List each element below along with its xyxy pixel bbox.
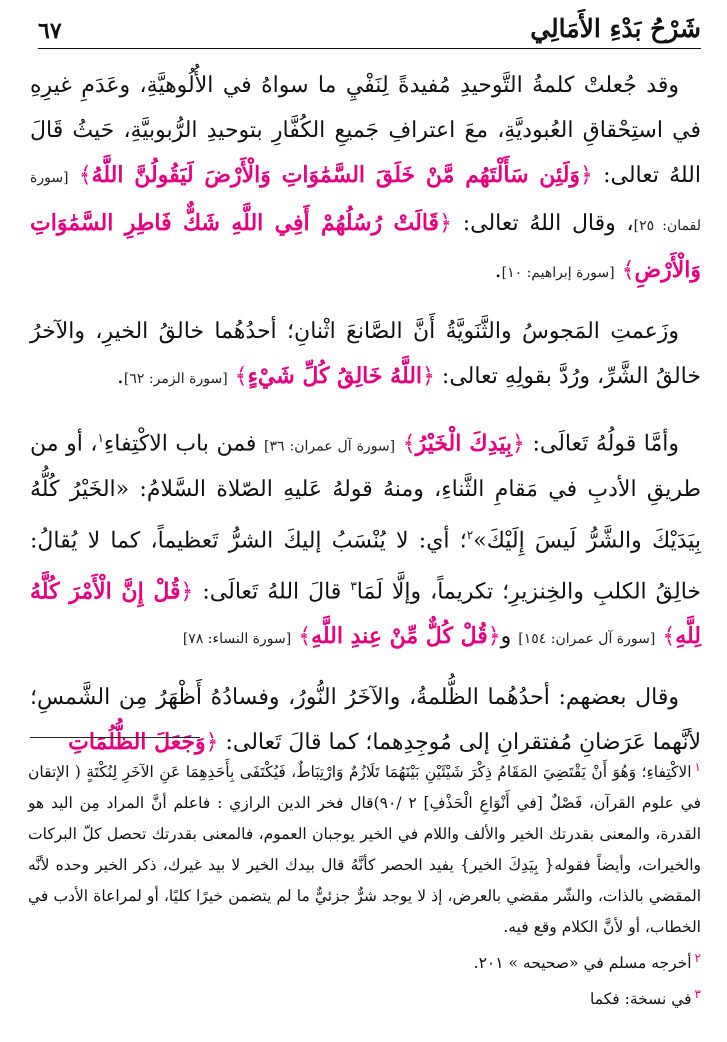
quran-verse: قُلْ إِنَّ الْأَمْرَ كُلَّهُ لِلَّهِ [30,577,701,650]
footnote-number: ١ [694,760,701,774]
text: قالَ اللهُ تَعالَى: [193,578,351,604]
text: ؛ أي: لا يُنْسَبُ إليكَ الشرُّ تَعظيماً، كما لا يُقالُ: خالِقُ الكلبِ والخِنزيرِ؛ تكريماً، وإلَّا لَمَا [30,528,701,604]
verse-reference: [سورة الزمر: ٦٢] [123,371,228,387]
text: . [116,364,124,389]
text: . [494,258,502,283]
quran-bracket-close: ﴾ [234,364,248,389]
text: وقد جُعلتْ كلمةُ التَّوحيدِ مُفيدةً لِنَفْيِ ما سواهُ في الأُلُوهيَّةِ، وعَدَمِ غيرِهِ في استِحْقاقِ العُبوديَّةِ، معَ اعترافِ جَميعِ الكُفَّارِ بتوحيدِ الرُّبوبيَّةِ، حَيثُ قَالَ اللهُ تعالى: [30,73,701,188]
verse-reference: [سورة آل عمران: ١٥٤] [518,631,656,648]
text: وأمَّا قولُهُ تَعالَى: [524,430,680,456]
text: ، أو من طريقِ الأدبِ في مَقامِ الثَّناءِ، ومنهُ قولهُ عَليهِ الصّلاة السَّلامُ: «الخَيْرُ كُلُّهُ بِيَدَيْكَ والشَّرُّ لَيسَ إِلَيْكَ» [30,430,701,554]
footnote-text: الاكْتِفاءِ؛ وَهُوَ أَنْ يَقْتَضِيَ المَقَامُ ذِكْرَ شَيْئَيْنِ بَيْنَهُمَا تَلَازُمٌ وَارْتِبَاطٌ، فَيُكْتَفَى بِأَحَدِهِمَا عَنِ الآخَرِ لِنُكْتَةٍ ( الإتقان في علوم القرآن، فَصْلٌ [في أَنْوَاعِ الْحَذْفِ] ٢ /٩٠)قال فخر الدين الرازي : فاعلم أنَّ المراد مِن اليد هو القدرة، والمعنى بقدرتك الخير والألف واللام في الخير يوجبان العموم، فالمعنى بقدرتك تحصل كلّ البركات والخيرات، وأيضاً فقوله{ بِيَدِكَ الخير} يفيد الحصر كأنَّهُ قال بيدك الخير لا بيد غيرك، ذكر الخير وحده لأنَّه المقضي بالذات، والشّر مقضي بالعرض، إذ لا يوجد شرٌّ جزئيٌّ ما لم يتضمن خيرًا كليًا، أو لمراعاة الأدب في الخطاب، أو لأنَّ الكلام وقع فيه. [28,763,702,937]
paragraph-3 [30,416,701,662]
book-title: شَرْحُ بَدْءِ الأَمَالِي [530,14,701,43]
quran-bracket-close: ﴾ [78,163,92,188]
footnote-number: ٢ [694,951,701,966]
quran-bracket-close: ﴾ [662,624,676,650]
verse-reference: [سورة لقمان: ٢٥] [30,170,702,234]
footnote-1 [28,752,701,943]
footnotes [28,752,701,1015]
verse-reference: [سورة إبراهيم: ١٠] [501,265,615,281]
running-header [38,12,701,49]
footnote-marker[interactable]: ٣ [350,578,357,593]
text: وزَعمتِ المَجوسُ والثَّنَويَّةُ أَنَّ الصَّانعَ اثْنانِ؛ أحدُهُما خالقُ الخيرِ، والآخرُ خالقُ الشَّرِّ، ورُدَّ بقولِهِ تعالى: [30,318,701,389]
footnote-marker[interactable]: ٢ [466,527,474,542]
quran-verse: وَلَئِن سَأَلْتَهُم مَّنْ خَلَقَ السَّمَٰوَاتِ وَالْأَرْضَ لَيَقُولُنَّ اللَّهُ [91,162,581,188]
quran-verse: بِيَدِكَ الْخَيْرُ [415,429,513,456]
quran-bracket-close: ﴾ [298,624,312,650]
main-text [30,64,701,780]
verse-reference: [سورة آل عمران: ٣٦] [263,437,396,454]
footnote-text: أخرجه مسلم في «صحيحه » ٢٠١. [473,954,692,973]
quran-verse: قُلْ كُلٌّ مِّنْ عِندِ اللَّهِ [311,623,488,650]
paragraph-2 [30,310,701,402]
footnote-3 [28,979,701,1015]
quran-bracket-open: ﴿ [180,578,194,604]
quran-bracket-open: ﴿ [439,210,452,236]
paragraph-1 [30,64,701,296]
page-number: ٦٧ [38,18,62,44]
footnote-2 [28,943,701,979]
footnote-marker[interactable]: ١ [97,430,104,445]
footnote-text: في نسخة: فكما [590,990,692,1009]
quran-bracket-open: ﴿ [487,624,501,650]
quran-verse: وَجَعَلَ الظُّلُمَاتِ [68,729,206,756]
quran-bracket-close: ﴾ [402,430,416,456]
footnote-number: ٣ [694,987,701,1002]
text: فمن باب الاكْتِفاءِ [103,430,264,456]
text: ، وقال اللهُ تعالى: [451,210,634,236]
text: وقال بعضهم: أحدُهُما الظُّلمةُ، والآخَرُ النُّورُ، وفسادُهُ أَظْهَرُ مِن الشَّمسِ؛ لأنَّهما عَرَضانِ مُفتقرانِ إلى مُوجِدِهما؛ كما قالَ تَعالى: [30,684,701,756]
quran-bracket-open: ﴿ [205,730,219,756]
verse-reference: [سورة النساء: ٧٨] [182,631,292,648]
quran-bracket-open: ﴿ [512,430,525,456]
quran-bracket-close: ﴾ [621,258,635,283]
quran-verse: اللَّهُ خَالِقُ كُلِّ شَيْءٍ [247,363,423,389]
quran-verse: قَالَتْ رُسُلُهُمْ أَفِي اللَّهِ شَكٌّ فَاطِرِ السَّمَٰوَاتِ وَالْأَرْضِ [30,209,701,283]
quran-bracket-open: ﴿ [422,364,435,389]
footnote-separator [30,737,200,738]
quran-bracket-open: ﴿ [580,163,593,188]
text: و [500,624,519,650]
